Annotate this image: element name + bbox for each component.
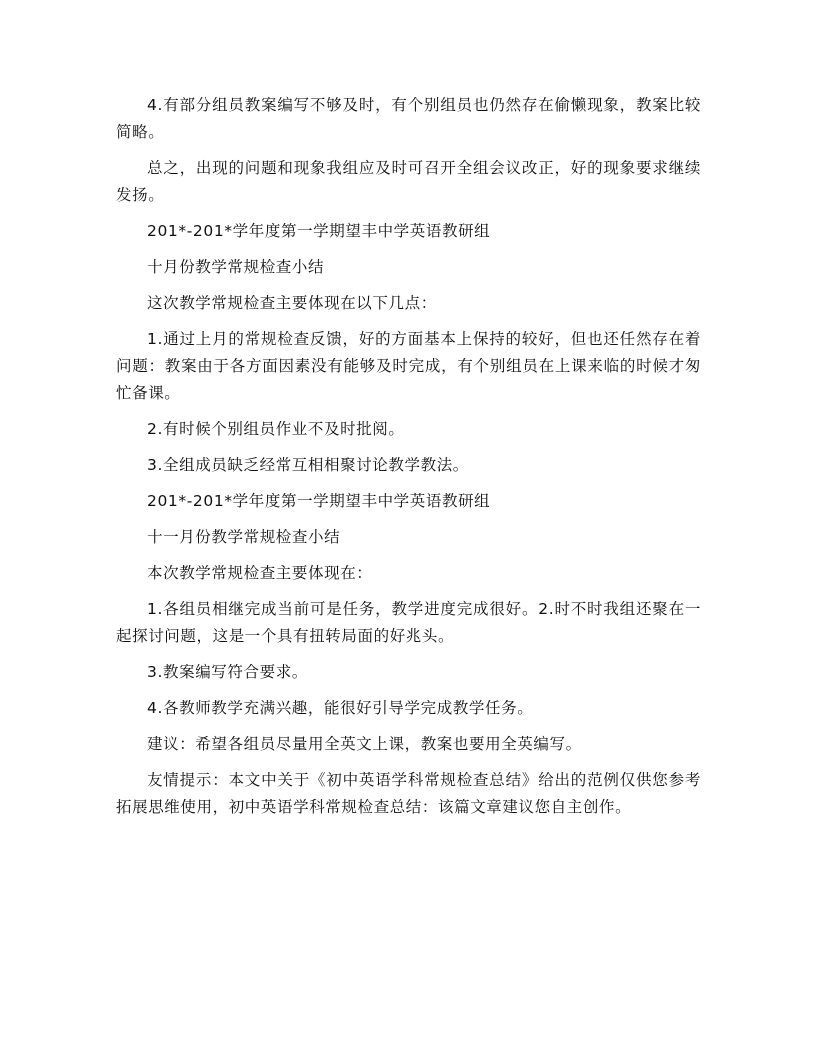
paragraph-suggestion: 建议：希望各组员尽量用全英文上课，教案也要用全英编写。 — [147, 735, 582, 753]
paragraph-group-header-november: 201*-201*学年度第一学期望丰中学英语教研组 — [147, 492, 491, 510]
paragraph-november-point-3: 3.教案编写符合要求。 — [147, 663, 308, 681]
paragraph-lesson-plan-issue: 4.有部分组员教案编写不够及时，有个别组员也仍然存在偷懒现象，教案比较简略。 — [116, 96, 701, 141]
paragraph-november-title: 十一月份教学常规检查小结 — [147, 528, 341, 546]
paragraph-november-intro: 本次教学常规检查主要体现在： — [147, 564, 373, 582]
paragraph-october-title: 十月份教学常规检查小结 — [147, 258, 325, 276]
paragraph-november-point-1-2: 1.各组员相继完成当前可是任务，教学进度完成很好。2.时不时我组还聚在一起探讨问题，这是一个具有扭转局面的好兆头。 — [116, 600, 701, 645]
document-body — [116, 92, 701, 821]
paragraph-november-point-4: 4.各教师教学充满兴趣，能很好引导学完成教学任务。 — [147, 699, 534, 717]
paragraph-october-point-1: 1.通过上月的常规检查反馈，好的方面基本上保持的较好，但也还任然存在着问题：教案由于各方面因素没有能够及时完成，有个别组员在上课来临的时候才匆忙备课。 — [116, 330, 701, 402]
paragraph-group-header-october: 201*-201*学年度第一学期望丰中学英语教研组 — [147, 222, 491, 240]
paragraph-october-intro: 这次教学常规检查主要体现在以下几点： — [147, 294, 437, 312]
paragraph-friendly-tip: 友情提示：本文中关于《初中英语学科常规检查总结》给出的范例仅供您参考拓展思维使用，初中英语学科常规检查总结：该篇文章建议您自主创作。 — [116, 771, 701, 816]
paragraph-october-point-2: 2.有时候个别组员作业不及时批阅。 — [147, 420, 405, 438]
paragraph-october-point-3: 3.全组成员缺乏经常互相相聚讨论教学教法。 — [147, 456, 469, 474]
paragraph-summary: 总之，出现的问题和现象我组应及时可召开全组会议改正，好的现象要求继续发扬。 — [116, 159, 701, 204]
